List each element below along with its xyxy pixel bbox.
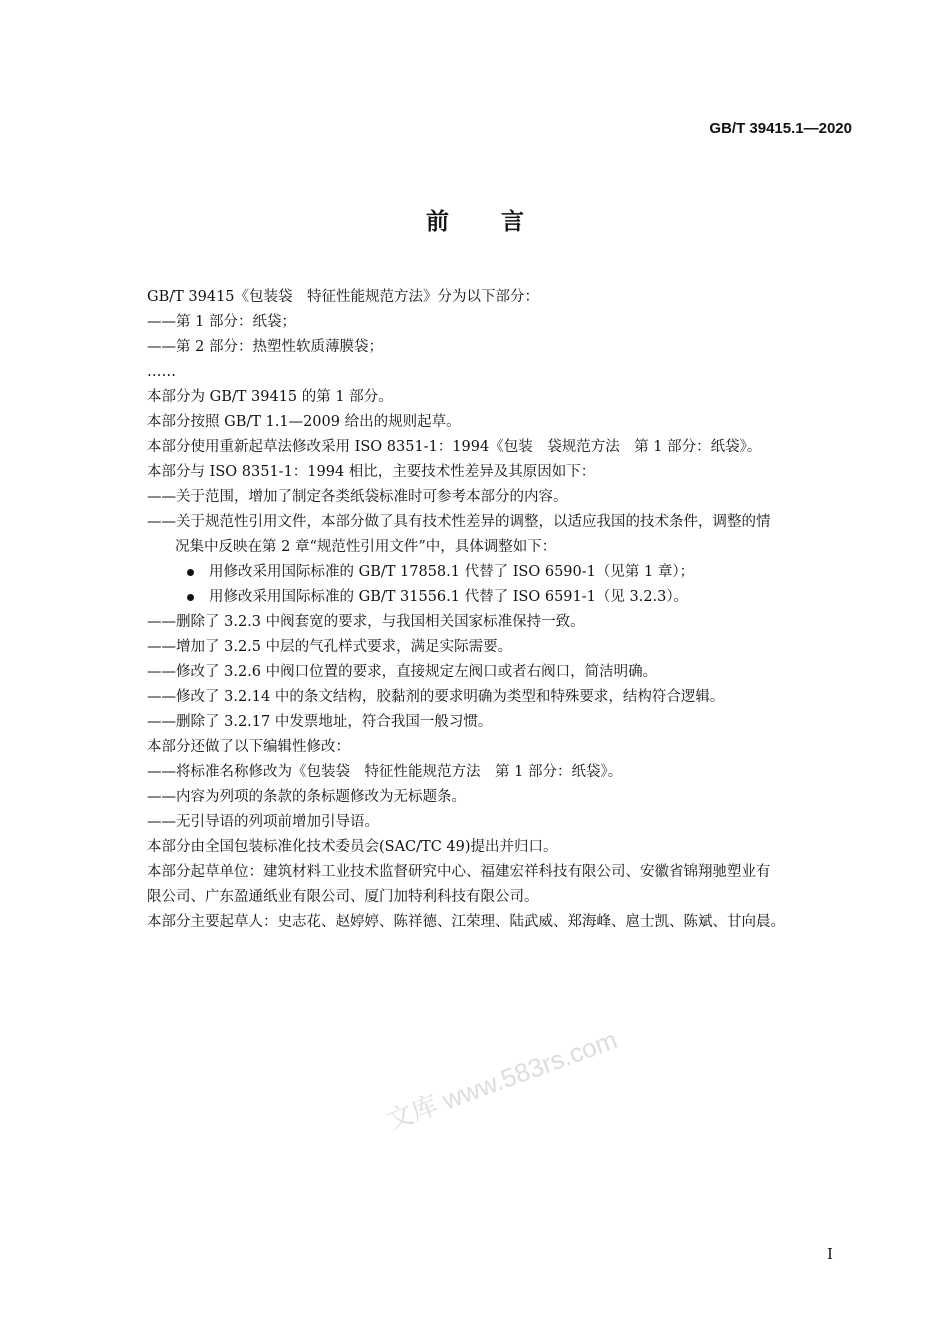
watermark: 文库 www.583rs.com xyxy=(382,1024,622,1136)
bullet-item xyxy=(147,560,857,585)
document-body xyxy=(147,285,857,935)
paragraph-line: ——内容为列项的条款的条标题修改为无标题条。 xyxy=(147,789,466,805)
bullet-icon xyxy=(187,594,194,601)
bullet-text: 用修改采用国际标准的 GB/T 17858.1 代替了 ISO 6590-1（见第 1 章）； xyxy=(209,564,695,580)
paragraph-line: ——删除了 3.2.3 中阀套宽的要求，与我国相关国家标准保持一致。 xyxy=(147,614,585,630)
paragraph-line: 本部分主要起草人：史志花、赵婷婷、陈祥德、江荣理、陆武威、郑海峰、扈士凯、陈斌、甘向晨。 xyxy=(147,914,785,930)
paragraph-line: ——无引导语的列项前增加引导语。 xyxy=(147,814,379,830)
paragraph-line: ——删除了 3.2.17 中发票地址，符合我国一般习惯。 xyxy=(147,714,493,730)
paragraph-line: ——第 1 部分：纸袋； xyxy=(147,314,296,330)
paragraph-line: 本部分使用重新起草法修改采用 ISO 8351-1：1994《包装 袋规范方法 第 1 部分：纸袋》。 xyxy=(147,439,762,455)
page-number: I xyxy=(827,1245,833,1263)
paragraph-line: ——关于范围，增加了制定各类纸袋标准时可参考本部分的内容。 xyxy=(147,489,568,505)
bullet-item xyxy=(147,585,857,610)
paragraph-line: 况集中反映在第 2 章“规范性引用文件”中，具体调整如下： xyxy=(175,539,557,555)
paragraph-line: ——将标准名称修改为《包装袋 特征性能规范方法 第 1 部分：纸袋》。 xyxy=(147,764,623,780)
document-number: GB/T 39415.1—2020 xyxy=(709,120,852,137)
paragraph-line: ——第 2 部分：热塑性软质薄膜袋； xyxy=(147,339,383,355)
paragraph-line: ——增加了 3.2.5 中层的气孔样式要求，满足实际需要。 xyxy=(147,639,513,655)
paragraph-line: ——修改了 3.2.6 中阀口位置的要求，直接规定左阀口或者右阀口，简洁明确。 xyxy=(147,664,658,680)
paragraph-line: 本部分由全国包装标准化技术委员会(SAC/TC 49)提出并归口。 xyxy=(147,839,558,855)
paragraph-line: GB/T 39415《包装袋 特征性能规范方法》分为以下部分： xyxy=(147,289,540,305)
paragraph-line: 本部分起草单位：建筑材料工业技术监督研究中心、福建宏祥科技有限公司、安徽省锦翔驰塑业有 xyxy=(147,864,771,880)
paragraph-line: 限公司、广东盈通纸业有限公司、厦门加特利科技有限公司。 xyxy=(147,889,539,905)
bullet-icon xyxy=(187,569,194,576)
paragraph-line: 本部分与 ISO 8351-1：1994 相比，主要技术性差异及其原因如下： xyxy=(147,464,596,480)
paragraph-line: ——修改了 3.2.14 中的条文结构，胶黏剂的要求明确为类型和特殊要求，结构符合逻辑。 xyxy=(147,689,725,705)
paragraph-line: ——关于规范性引用文件，本部分做了具有技术性差异的调整，以适应我国的技术条件，调整的情 xyxy=(147,514,771,530)
paragraph-line: 本部分按照 GB/T 1.1—2009 给出的规则起草。 xyxy=(147,414,461,430)
paragraph-line: 本部分为 GB/T 39415 的第 1 部分。 xyxy=(147,389,393,405)
bullet-text: 用修改采用国际标准的 GB/T 31556.1 代替了 ISO 6591-1（见 3.2.3）。 xyxy=(209,589,689,605)
page-title: 前言 xyxy=(426,208,576,235)
paragraph-line: 本部分还做了以下编辑性修改： xyxy=(147,739,350,755)
paragraph-line: …… xyxy=(147,364,176,380)
